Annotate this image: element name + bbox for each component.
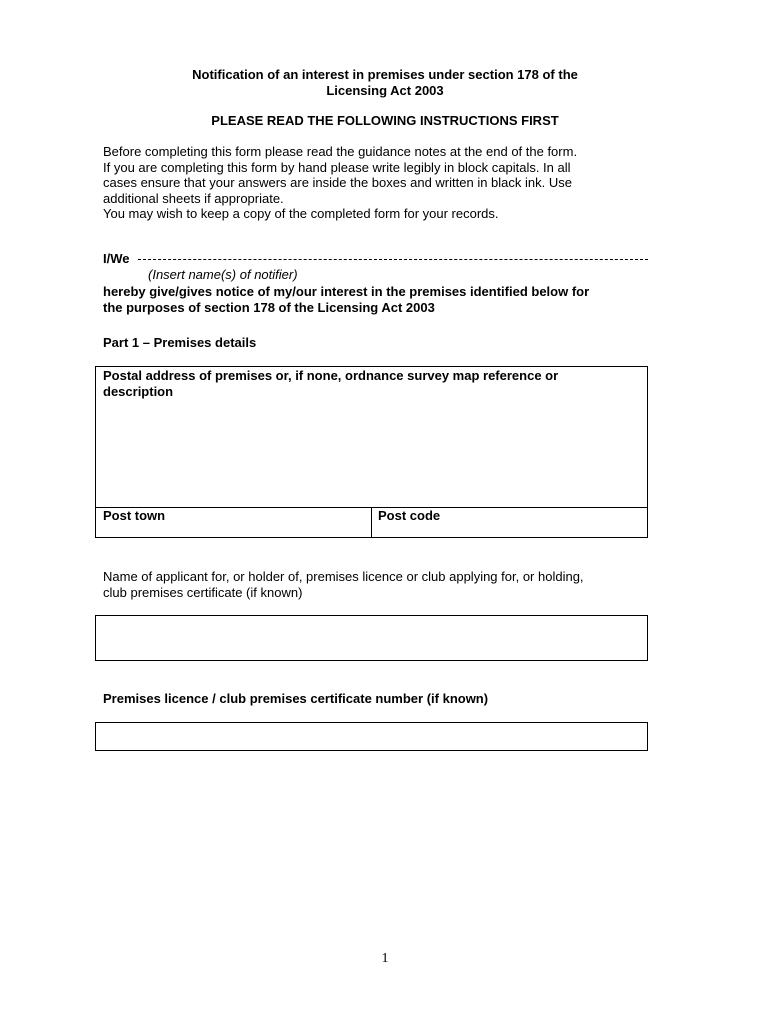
page-number: 1 [381,951,389,966]
form-title-line2: Licensing Act 2003 [326,83,444,98]
post-town-label: Post town [103,508,166,523]
licence-number-box[interactable] [95,722,648,751]
notice-statement-line2: the purposes of section 178 of the Licensing Act 2003 [103,300,435,315]
form-title-line1: Notification of an interest in premises under section 178 of the [192,67,578,82]
notifier-label: I/We [103,251,130,266]
applicant-question-line1: Name of applicant for, or holder of, premises licence or club applying for, or holding, [103,569,584,584]
post-code-label: Post code [378,508,441,523]
premises-address-label [103,368,633,400]
instructions-line4: additional sheets if appropriate. [103,190,284,206]
notifier-hint: (Insert name(s) of notifier) [148,267,298,282]
part1-heading: Part 1 – Premises details [103,335,257,350]
instructions-line5: You may wish to keep a copy of the completed form for your records. [103,206,499,221]
instructions-line2: If you are completing this form by hand please write legibly in block capitals. In all [103,159,571,175]
applicant-name-box[interactable] [95,615,648,661]
premises-address-box[interactable] [95,366,648,538]
instructions-paragraph [103,144,643,222]
instructions-heading: PLEASE READ THE FOLLOWING INSTRUCTIONS FIRST [211,113,559,128]
notice-statement-line1: hereby give/gives notice of my/our interest in the premises identified below for [103,284,590,299]
licence-number-question: Premises licence / club premises certificate number (if known) [103,691,489,706]
instructions-line1: Before completing this form please read the guidance notes at the end of the form. [103,144,578,159]
notifier-name-line[interactable] [138,259,648,260]
applicant-question [103,569,648,601]
premises-address-label-line2: description [103,384,174,399]
notice-statement [103,284,663,316]
address-column-divider [371,507,372,537]
instructions-line3: cases ensure that your answers are inside the boxes and written in black ink. Use [103,175,572,190]
applicant-question-line2: club premises certificate (if known) [103,585,303,600]
premises-address-label-line1: Postal address of premises or, if none, ordnance survey map reference or [103,368,559,383]
form-title [0,67,770,99]
